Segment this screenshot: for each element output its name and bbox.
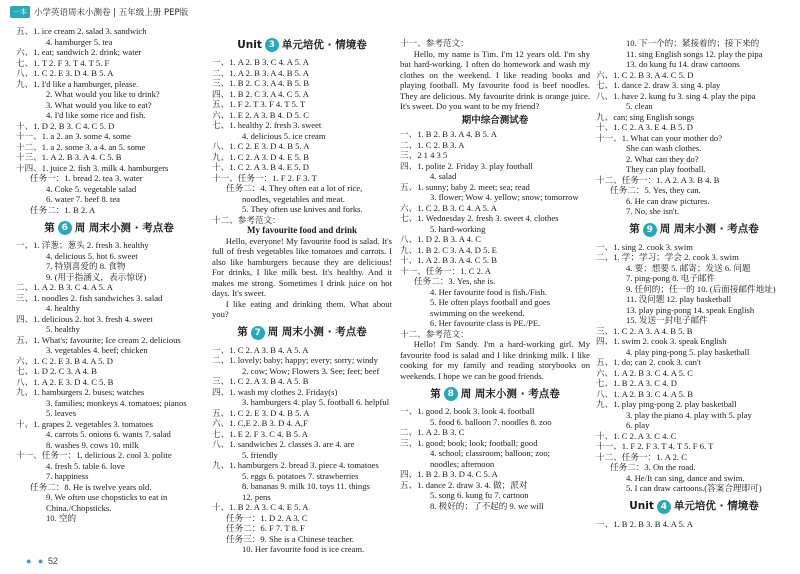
answer-line: 4. play ping-pong 5. play basketball <box>626 346 750 357</box>
answer-line: 10. Her favourite food is ice cream. <box>242 544 365 554</box>
answer-line: 十四、1. juice 2. fish 3. milk 4. hamburgers <box>16 162 169 173</box>
answer-line: 七、1. Wednesday 2. fresh 3. sweet 4. clothes <box>400 213 559 223</box>
answer-line: 十一、任务一：1. C 2. A <box>400 265 491 276</box>
column-1 <box>16 26 202 524</box>
answer-line: 6. play <box>626 420 650 430</box>
answer-line: 十、1. grapes 2. vegetables 3. tomatoes <box>16 418 153 429</box>
answer-line: 十一、1. F 2. F 3. T 4. T 5. F 6. T <box>596 441 714 451</box>
answer-line: 十一、1. What can your mother do? <box>596 132 723 143</box>
page-number: 52 <box>47 556 58 566</box>
answer-line: 五、1. dance 2. draw 3. 4. 做；派对 <box>400 479 528 490</box>
answer-line: 5. eggs 6. potatoes 7. strawberries <box>242 470 359 481</box>
answer-line: 十二、参考范文： <box>212 214 281 225</box>
page-footer <box>26 556 58 566</box>
answer-line: 六、1. C 2. B 3. C 4. A 5. A <box>400 202 497 213</box>
answer-line: 三、1. good; book; look; football; good <box>400 437 538 448</box>
answer-line: 4. delicious 5. ice cream <box>242 130 326 141</box>
week-badge: 6 <box>58 221 72 235</box>
answer-line: 4. Her favourite food is fish./Fish. <box>430 286 547 297</box>
answer-line: 四、1. wash my clothes 2. Friday(s) <box>212 386 338 397</box>
answer-line: noodles, vegetables and meat. <box>242 193 345 204</box>
section-header-week-9: 第 9 周 周末小测 · 考点卷 <box>629 223 759 236</box>
answer-line: 二、1. lovely; baby; happy; every; sorry; windy <box>212 355 378 365</box>
answer-line: 一、1. C 2. A 3. B 4. A 5. A <box>212 344 309 355</box>
answer-line: 五、1. sunny; baby 2. meet; sea; read <box>400 181 530 192</box>
answer-line: 4. hamburger 5. tea <box>46 36 113 47</box>
answer-line: 5. food 6. balloon 7. noodles 8. zoo <box>430 416 552 427</box>
answer-line: 10. 下一个的；紧接着的；接下来的 <box>626 38 760 48</box>
answer-line: 5. clean <box>626 101 653 111</box>
answer-line: 九、1. C 2. A 3. D 4. E 5. B <box>212 151 309 162</box>
answer-line: 一、1. A 2. B 3. C 4. A 5. A <box>212 57 309 67</box>
answer-line: 4. 要；想要 5. 邮寄；发送 6. 问题 <box>626 262 751 273</box>
answer-line: 4. delicious 5. hot 6. sweet <box>46 250 138 261</box>
answer-line: 十二、任务一：1. A 2. C <box>596 451 687 462</box>
footer-dots-icon: ● ● <box>26 556 46 566</box>
answer-line: 8. 极好的；了不起的 9. we will <box>430 500 544 511</box>
book-title: 小学英语周末小测卷 | 五年级上册 PEP版 <box>34 8 189 18</box>
answer-line: 4. He/It can sing, dance and swim. <box>626 472 745 483</box>
section-header-unit-4: Unit 4 单元培优 · 情境卷 <box>629 500 759 513</box>
answer-line: 五、1. C 2. E 3. D 4. B 5. A <box>212 407 310 418</box>
answer-line: 一、1. B 2. B 3. A 4. B 5. A <box>400 129 497 139</box>
answer-line: 3. hamburgers 4. play 5. football 6. helpful <box>242 397 390 407</box>
answer-line: 一、1. B 2. B 3. B 4. A 5. A <box>596 518 693 529</box>
answer-line: 11. sing English songs 12. play the pipa <box>626 48 763 59</box>
answer-line: 13. play ping-pong 14. speak English <box>626 304 755 315</box>
answer-line: 九、can; sing English songs <box>596 111 695 122</box>
answer-line: 11. 没问题 12. play basketball <box>626 294 732 304</box>
answer-line: 三、2 1 4 3 5 <box>400 150 448 160</box>
answer-line: 十、1. B 2. A 3. C 4. E 5. A <box>212 502 309 512</box>
answer-line: 6. He can draw pictures. <box>626 195 710 206</box>
answer-line: swimming on the weekend. <box>430 307 525 318</box>
essay-title: My favourite food and drink <box>246 225 357 235</box>
answer-line: 十、1. A 2. B 3. A 4. C 5. B <box>400 255 497 265</box>
answer-line: 5. healthy <box>46 324 80 334</box>
essay-paragraph: Hello, my name is Tim. I'm 12 years old. I'm shy but hard-working. I often do homework and wash my clothes on the weekend. I like reading books and playing football. My favourite food is beef noodles. They are delicious. My favourite drink is orange juice. It's sweet. Do you want to be my friend? <box>400 48 590 111</box>
answer-line: 一、1. 洋葱；葱头 2. fresh 3. healthy <box>16 240 149 250</box>
answer-line: 三、1. noodles 2. fish sandwiches 3. salad <box>16 292 163 303</box>
answer-line: 二、1. A 2. B 3. A 4. B 5. A <box>212 67 309 78</box>
answer-line: 13. do kung fu 14. draw cartoons <box>626 59 740 69</box>
answer-line: 六、1. E 2. A 3. B 4. D 5. C <box>212 109 309 120</box>
answer-line: 十、1. C 2. A 3. C 4. C <box>596 430 677 441</box>
answer-line: 九、1. play ping-pong 2. play basketball <box>596 399 737 409</box>
answer-line: 三、1. C 2. A 3. B 4. A 5. B <box>212 376 309 386</box>
brand-logo: 一本 <box>10 6 30 18</box>
answer-line: 一、1. good 2. book 3. look 4. football <box>400 406 535 416</box>
answer-line: 3. families; monkeys 4. tomatoes; pianos <box>46 397 187 408</box>
answer-line: 三、1. C 2. A 3. A 4. B 5. B <box>596 325 693 336</box>
answer-line: 十、1. D 2. B 3. C 4. C 5. D <box>16 120 115 131</box>
answer-line: 五、1. F 2. T 3. F 4. T 5. T <box>212 99 306 109</box>
answer-line: 任务二：6. F 7. T 8. F <box>226 523 305 533</box>
answer-line: 12. pens <box>242 491 271 502</box>
answer-line: 二、1. A 2. B 3. C 4. A 5. A <box>16 282 113 292</box>
column-3 <box>400 38 590 511</box>
column-2 <box>212 38 392 555</box>
answer-line: 八、1. D 2. B 3. A 4. C <box>400 234 481 244</box>
answer-line: 三、1. B 2. C 3. A 4. B 5. B <box>212 78 309 88</box>
unit-badge: 4 <box>657 500 671 514</box>
answer-line: 六、1. A 2. B 3. C 4. A 5. C <box>596 367 693 378</box>
answer-line: 任务二：4. They often eat a lot of rice, <box>226 183 363 193</box>
answer-line: 4. carrots 5. onions 6. wants 7. salad <box>46 429 171 439</box>
answer-line: 二、1. C 2. B 3. A <box>400 139 465 150</box>
answer-line: 4. healthy <box>46 303 80 313</box>
essay-paragraph-2: I like eating and drinking them. What about you? <box>212 298 392 319</box>
answer-line: 5. hard-working <box>430 223 486 234</box>
week-badge: 9 <box>643 223 657 237</box>
answer-line: 3. play the piano 4. play with 5. play <box>626 409 752 420</box>
answer-line: 九、1. I'd like a hamburger, please. <box>16 78 139 89</box>
answer-line: 8. washes 9. cows 10. milk <box>46 439 139 450</box>
week-badge: 8 <box>444 387 458 401</box>
answer-line: 七、1. dance 2. draw 3. sing 4. play <box>596 80 721 90</box>
answer-line: 4. Coke 5. vegetable salad <box>46 183 137 194</box>
answer-line: 4. salad <box>430 171 457 181</box>
answer-line: 十二、参考范文： <box>400 328 469 339</box>
answer-line: 4. fresh 5. table 6. love <box>46 460 125 471</box>
answer-line: 6. water 7. beef 8. tea <box>46 194 120 204</box>
midterm-title: 期中综合测试卷 <box>461 114 529 126</box>
answer-line: 五、1. do; can 2. cook 3. can't <box>596 357 701 367</box>
answer-line: 5. song 6. kung fu 7. cartoon <box>430 490 529 500</box>
answer-line: 八、1. A 2. E 3. D 4. C 5. B <box>16 376 114 387</box>
answer-line: 十、1. C 2. A 3. B 4. E 5. D <box>212 162 309 172</box>
answer-line: 8. bananas 9. milk 10. toys 11. things <box>242 481 370 491</box>
answer-line: 任务二：8. He is twelve years old. <box>30 481 152 492</box>
answer-line: 5. I can draw cartoons.(答案合理即可) <box>626 483 762 493</box>
answer-line: 任务二：5. Yes, they can. <box>610 185 701 195</box>
answer-line: noodles; afternoon <box>430 458 495 469</box>
answer-line: 九、1. hamburgers 2. buses; watches <box>16 387 145 397</box>
section-header-week-6: 第 6 周 周末小测 · 考点卷 <box>44 221 174 234</box>
answer-line: 4. I'd like some rice and fish. <box>46 110 146 120</box>
answer-line: 七、1. D 2. C 3. A 4. B <box>16 366 97 376</box>
answer-line: 2. What would you like to drink? <box>46 89 160 99</box>
section-header-week-8: 第 8 周 周末小测 · 考点卷 <box>430 387 560 400</box>
answer-line: 十一、任务一：1. F 2. F 3. T <box>212 172 317 183</box>
answer-line: 9. (用于指涵义，表示惊讶) <box>46 271 147 282</box>
answer-line: 十一、1. a 2. an 3. some 4. some <box>16 131 131 141</box>
answer-line: 二、1. 学；学习；学会 2. cook 3. swim <box>596 252 739 262</box>
answer-line: 四、1. delicious 2. hot 3. fresh 4. sweet <box>16 313 153 324</box>
answer-line: 任务一：1. D 2. A 3. C <box>226 512 308 523</box>
answer-line: 六、1. C 2. E 3. B 4. A 5. D <box>16 355 113 366</box>
answer-line: 3. What would you like to eat? <box>46 99 152 110</box>
answer-line: 一、1. sing 2. cook 3. swim <box>596 241 693 252</box>
answer-line: 八、1. sandwiches 2. classes 3. are 4. are <box>212 439 355 449</box>
essay-paragraph-1: Hello, everyone! My favourite food is salad. It's full of fresh vegetables like tomatoes and carrots. I also like hamburgers because they are delicious! For drinks, I like milk best. It's healthy. And it makes me strong. Sometimes I drink juice on hot days. It's sweet. <box>212 235 392 298</box>
answer-line: 10. 空的 <box>46 513 77 523</box>
answer-line: 5. friendly <box>242 449 278 460</box>
column-4 <box>596 38 792 529</box>
answer-line: 七、1. healthy 2. fresh 3. sweet <box>212 120 322 130</box>
answer-line: 六、1. eat; sandwich 2. drink; water <box>16 47 142 57</box>
answer-line: 七、1. B 2. A 3. C 4. D <box>596 378 677 388</box>
answer-line: 5. They often use knives and forks. <box>242 204 363 214</box>
answer-line: 5. He often plays football and goes <box>430 297 551 307</box>
answer-line: 四、1. B 2. B 3. D 4. C 5. A <box>400 469 498 479</box>
answer-line: 五、1. ice cream 2. salad 3. sandwich <box>16 26 147 36</box>
answer-line: 7. happiness <box>46 471 89 481</box>
answer-line: 15. 发送一封电子邮件 <box>626 315 708 325</box>
answer-line: 九、1. hamburgers 2. bread 3. piece 4. tomatoes <box>212 460 379 470</box>
answer-line: 7. No, she isn't. <box>626 206 680 216</box>
answer-line: 任务二：1. B 2. A <box>30 204 96 215</box>
answer-line: 十三、1. A 2. B 3. A 4. C 5. B <box>16 152 122 162</box>
answer-line: 二、1. A 2. B 3. C <box>400 427 465 437</box>
section-header-unit-3: Unit 3 单元培优 · 情境卷 <box>237 38 367 51</box>
answer-line: 2. What can they do? <box>626 153 699 164</box>
answer-line: They can play football. <box>626 164 706 174</box>
answer-line: 3. flower; Wow 4. yellow; snow; tomorrow <box>430 192 579 202</box>
answer-line: 十、1. C 2. A 3. E 4. B 5. D <box>596 122 693 132</box>
answer-line: 八、1. C 2. E 3. D 4. B 5. A <box>16 68 114 78</box>
answer-line: 7. ping-pong 8. 电子邮件 <box>626 273 716 283</box>
answer-line: 任务二：3. On the road. <box>610 462 696 472</box>
answer-line: 4. school; classroom; balloon; zoo; <box>430 448 551 458</box>
answer-line: 十一、任务一：1. delicious 2. cool 3. polite <box>16 450 172 460</box>
answer-line: 四、1. polite 2. Friday 3. play football <box>400 160 533 171</box>
answer-line: 六、1. C,E 2. B 3. D 4. A,F <box>212 418 308 428</box>
section-header-week-7: 第 7 周 周末小测 · 考点卷 <box>237 326 367 339</box>
answer-line: 9. 任何的；任一的 10. (后面接邮件地址) <box>626 283 776 294</box>
answer-line: 六、1. C 2. B 3. A 4. C 5. D <box>596 69 694 80</box>
answer-line: 任务一：1. bread 2. tea 3. water <box>30 173 143 183</box>
answer-line: 八、1. have 2. kung fu 3. sing 4. play the pipa <box>596 90 756 101</box>
answer-line: 5. leaves <box>46 408 77 418</box>
answer-line: 五、1. What's; favourite; Ice cream 2. delicious <box>16 334 181 345</box>
answer-line: 6. Her favourite class is PE./PE. <box>430 318 541 328</box>
answer-line: 八、1. C 2. E 3. D 4. B 5. A <box>212 141 310 151</box>
answer-line: 十一、参考范文： <box>400 38 469 48</box>
answer-line: 七、1. T 2. F 3. T 4. T 5. F <box>16 57 110 68</box>
answer-line: She can wash clothes. <box>626 143 702 153</box>
answer-line: 9. We often use chopsticks to eat in <box>46 492 168 502</box>
answer-line: 四、1. B 2. C 3. A 4. C 5. A <box>212 88 309 99</box>
answer-line: 七、1. E 2. F 3. C 4. B 5. A <box>212 428 308 439</box>
week-badge: 7 <box>251 326 265 340</box>
answer-line: 3. vegetables 4. beef; chicken <box>46 345 148 355</box>
answer-line: 任务二：3. Yes, she is. <box>414 276 496 286</box>
answer-line: 八、1. A 2. B 3. C 4. A 5. B <box>596 388 693 399</box>
unit-badge: 3 <box>265 38 279 52</box>
essay2-paragraph: Hello! I'm Sandy. I'm a hard-working girl. My favourite food is salad and I like drinking milk. I like cooking for my family and reading storybooks on weekends. I hope we can be good friends. <box>400 339 590 381</box>
answer-line: 7. 特别喜爱的 8. 食物 <box>46 261 126 271</box>
answer-line: 2. cow; Wow; Flowers 3. See; feet; beef <box>242 365 380 376</box>
answer-line: 十二、任务一：1. A 2. A 3. B 4. B <box>596 174 720 185</box>
answer-line: 九、1. B 2. C 3. A 4. D 5. E <box>400 244 497 255</box>
page-header <box>10 4 188 20</box>
answer-line: China./Chopsticks. <box>46 502 112 513</box>
answer-line: 十二、1. a 2. some 3. a 4. an 5. some <box>16 141 146 152</box>
answer-line: 四、1. swim 2. cook 3. speak English <box>596 336 727 346</box>
answer-line: 任务三：9. She is a Chinese teacher. <box>226 533 355 544</box>
